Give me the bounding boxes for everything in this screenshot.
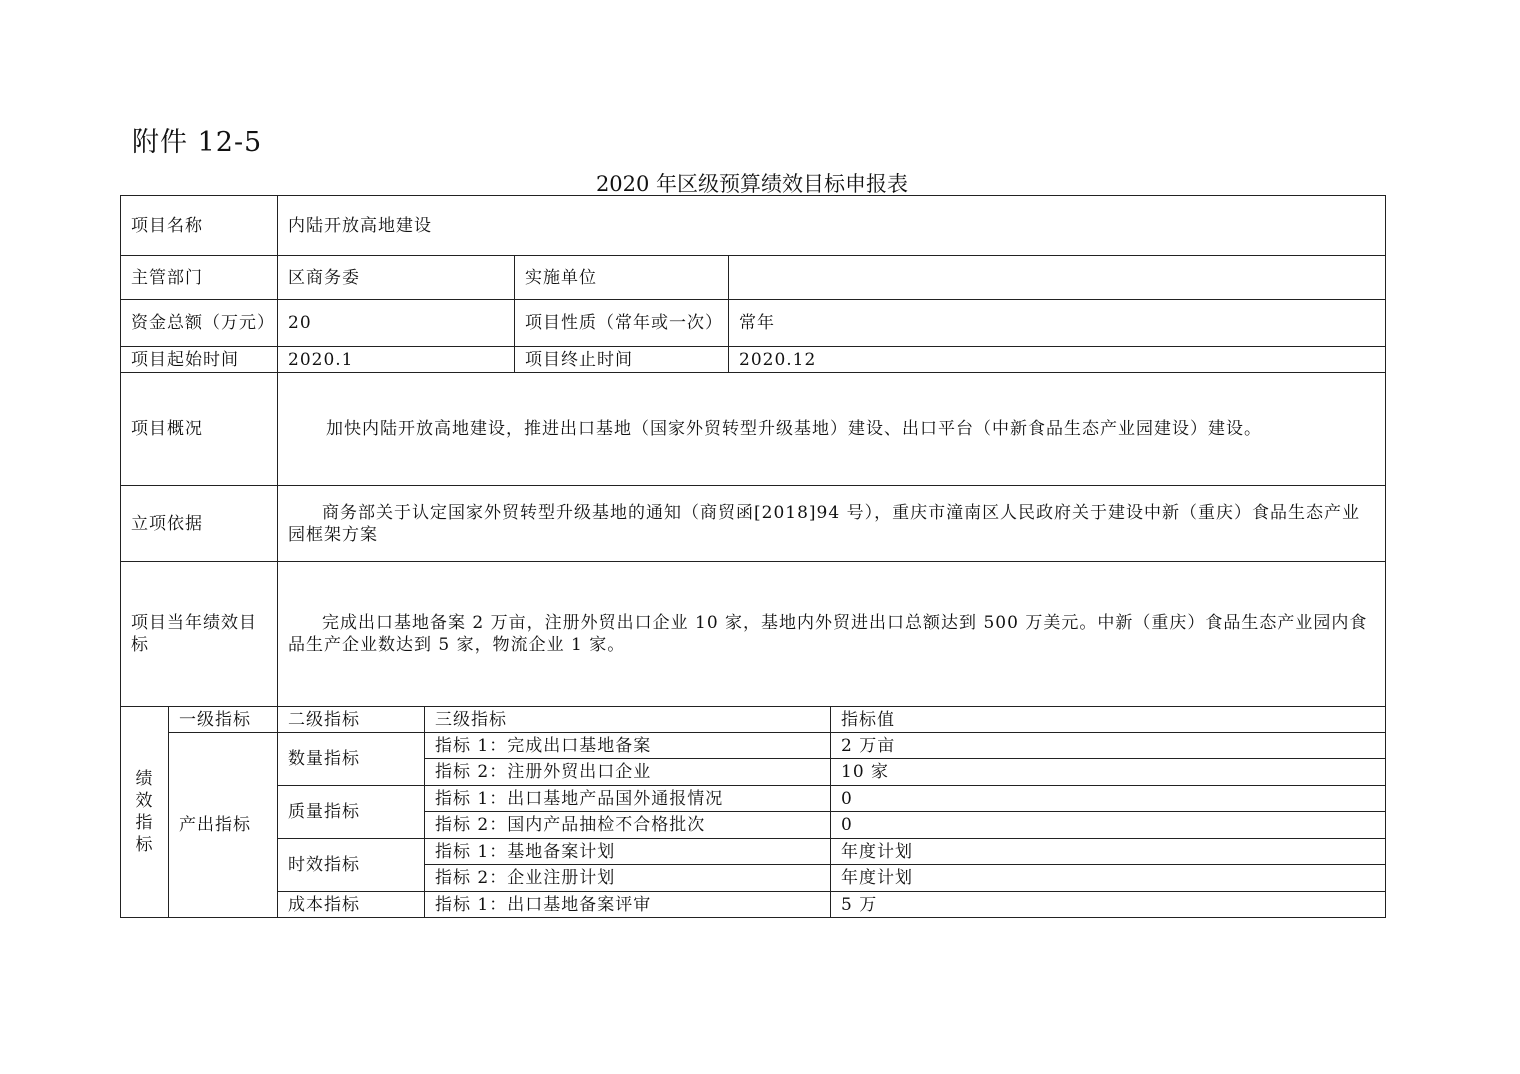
- project-name-value: 内陆开放高地建设: [278, 196, 1386, 256]
- row-overview: [121, 373, 1386, 486]
- indicator-row: [121, 786, 1386, 812]
- row-department: [121, 256, 1386, 300]
- basis-text: 商务部关于认定国家外贸转型升级基地的通知（商贸函[2018]94 号），重庆市潼南区人民政府关于建设中新（重庆）食品生态产业园框架方案: [278, 486, 1386, 562]
- row-project-name: [121, 196, 1386, 256]
- indicator-row: [121, 892, 1386, 918]
- level2-timeliness: 时效指标: [278, 839, 425, 892]
- dept-value: 区商务委: [278, 256, 515, 300]
- level2-quantity: 数量指标: [278, 733, 425, 786]
- level3-cell: 指标 1：基地备案计划: [425, 839, 831, 865]
- level3-cell: 指标 2：国内产品抽检不合格批次: [425, 812, 831, 839]
- performance-form-table: [120, 195, 1386, 918]
- goal-text: 完成出口基地备案 2 万亩，注册外贸出口企业 10 家，基地内外贸进出口总额达到 500 万美元。中新（重庆）食品生态产业园内食品生产企业数达到 5 家，物流企业 1 家。: [278, 562, 1386, 707]
- overview-label: 项目概况: [121, 373, 278, 486]
- form-title: 2020 年区级预算绩效目标申报表: [595, 172, 909, 196]
- header-level2: 二级指标: [278, 707, 425, 733]
- value-cell: 0: [831, 786, 1386, 812]
- end-value: 2020.12: [729, 347, 1386, 373]
- value-cell: 年度计划: [831, 839, 1386, 865]
- row-funds: [121, 300, 1386, 347]
- level3-cell: 指标 1：完成出口基地备案: [425, 733, 831, 759]
- row-goal: [121, 562, 1386, 707]
- value-cell: 0: [831, 812, 1386, 839]
- indicator-side-label: 绩 效 指 标: [121, 707, 169, 918]
- value-cell: 年度计划: [831, 865, 1386, 892]
- start-value: 2020.1: [278, 347, 515, 373]
- row-period: [121, 347, 1386, 373]
- value-cell: 2 万亩: [831, 733, 1386, 759]
- level1-output: 产出指标: [169, 733, 278, 918]
- level2-quality: 质量指标: [278, 786, 425, 839]
- funds-value: 20: [278, 300, 515, 347]
- end-label: 项目终止时间: [515, 347, 729, 373]
- value-cell: 10 家: [831, 759, 1386, 786]
- indicator-header-row: [121, 707, 1386, 733]
- level3-cell: 指标 2：企业注册计划: [425, 865, 831, 892]
- attachment-number: 附件 12-5: [132, 127, 263, 158]
- goal-label: 项目当年绩效目标: [121, 562, 278, 707]
- header-level1: 一级指标: [169, 707, 278, 733]
- header-level3: 三级指标: [425, 707, 831, 733]
- start-label: 项目起始时间: [121, 347, 278, 373]
- basis-label: 立项依据: [121, 486, 278, 562]
- indicator-row: [121, 733, 1386, 759]
- unit-value: [729, 256, 1386, 300]
- level3-cell: 指标 1：出口基地产品国外通报情况: [425, 786, 831, 812]
- nature-value: 常年: [729, 300, 1386, 347]
- unit-label: 实施单位: [515, 256, 729, 300]
- level2-cost: 成本指标: [278, 892, 425, 918]
- project-name-label: 项目名称: [121, 196, 278, 256]
- dept-label: 主管部门: [121, 256, 278, 300]
- nature-label: 项目性质（常年或一次）: [515, 300, 729, 347]
- row-basis: [121, 486, 1386, 562]
- overview-text: 加快内陆开放高地建设，推进出口基地（国家外贸转型升级基地）建设、出口平台（中新食品生态产业园建设）建设。: [278, 373, 1386, 486]
- level3-cell: 指标 2：注册外贸出口企业: [425, 759, 831, 786]
- level3-cell: 指标 1：出口基地备案评审: [425, 892, 831, 918]
- funds-label: 资金总额（万元）: [121, 300, 278, 347]
- value-cell: 5 万: [831, 892, 1386, 918]
- header-value: 指标值: [831, 707, 1386, 733]
- indicator-row: [121, 839, 1386, 865]
